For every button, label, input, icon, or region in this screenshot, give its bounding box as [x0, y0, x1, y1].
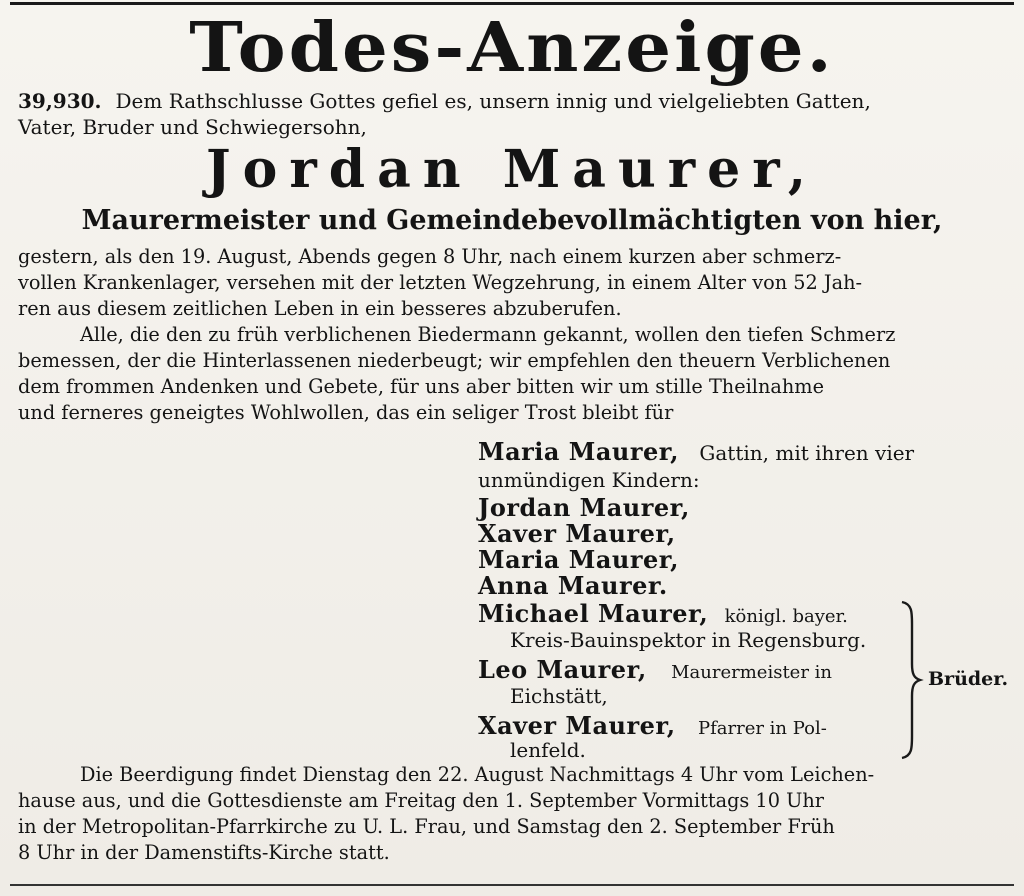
signatory-name: Maria Maurer,: [478, 437, 680, 466]
signatory-child: Xaver Maurer,: [478, 519, 676, 548]
footer-line: 8 Uhr in der Damenstifts-Kirche statt.: [18, 841, 390, 864]
footer-line: hause aus, und die Gottesdienste am Freitag den 1. September Vormittags 10 Uhr: [18, 789, 824, 812]
deceased-name: Jordan Maurer,: [206, 139, 818, 200]
footer-line: Die Beerdigung findet Dienstag den 22. August Nachmittags 4 Uhr vom Leichen-: [80, 763, 875, 786]
signatory-widow: [478, 438, 914, 467]
signatory-child: Anna Maurer.: [478, 571, 668, 600]
body-line: und ferneres geneigtes Wohlwollen, das ein seliger Trost bleibt für: [18, 401, 674, 424]
bottom-rule: [10, 884, 1014, 886]
signatory-child: Jordan Maurer,: [478, 493, 690, 522]
signatory-desc: Gattin, mit ihren vier: [699, 441, 915, 465]
intro-line-1: 39,930. Dem Rathschlusse Gottes gefiel es, unsern innig und vielgeliebten Gatten,: [18, 89, 871, 113]
deceased-profession: Maurermeister und Gemeindebevollmächtigten von hier,: [81, 205, 943, 236]
signatory-child: Maria Maurer,: [478, 545, 680, 574]
footer-line: in der Metropolitan-Pfarrkirche zu U. L. Frau, und Samstag den 2. September Früh: [18, 815, 835, 838]
signatory-brother-1-desc: Kreis-Bauinspektor in Regensburg.: [510, 628, 867, 652]
notice-title: Todes-Anzeige.: [189, 6, 835, 87]
funeral-details: [18, 762, 1008, 866]
body-line: dem frommen Andenken und Gebete, für uns aber bitten wir um stille Theilnahme: [18, 375, 824, 398]
body-line: gestern, als den 19. August, Abends gegen 8 Uhr, nach einem kurzen aber schmerz-: [18, 245, 842, 268]
signatory-brother-3-desc: lenfeld.: [510, 738, 586, 762]
brothers-label: Brüder.: [928, 668, 1009, 690]
body-line: vollen Krankenlager, versehen mit der letzten Wegzehrung, in einem Alter von 52 Jah-: [18, 271, 863, 294]
body-line: bemessen, der die Hinterlassenen niederbeugt; wir empfehlen den theuern Verblichenen: [18, 349, 891, 372]
intro-paragraph: [18, 88, 1004, 140]
signatory-desc-line: unmündigen Kindern:: [478, 468, 700, 492]
intro-line-2: Vater, Bruder und Schwiegersohn,: [18, 115, 367, 139]
signatory-brother-3: Xaver Maurer, Pfarrer in Pol-: [478, 711, 827, 740]
signatory-brother-2: Leo Maurer, Maurermeister in: [478, 655, 833, 684]
top-rule: [10, 2, 1014, 5]
signatory-brother-1: Michael Maurer, königl. bayer.: [478, 599, 848, 628]
body-paragraph: [18, 244, 1008, 426]
signatory-brother-2-desc: Eichstätt,: [510, 684, 608, 708]
notice-number: 39,930.: [18, 89, 102, 113]
body-line: Alle, die den zu früh verblichenen Biedermann gekannt, wollen den tiefen Schmerz: [80, 323, 896, 346]
curly-brace-icon: [898, 600, 924, 760]
body-line: ren aus diesem zeitlichen Leben in ein besseres abzuberufen.: [18, 297, 622, 320]
